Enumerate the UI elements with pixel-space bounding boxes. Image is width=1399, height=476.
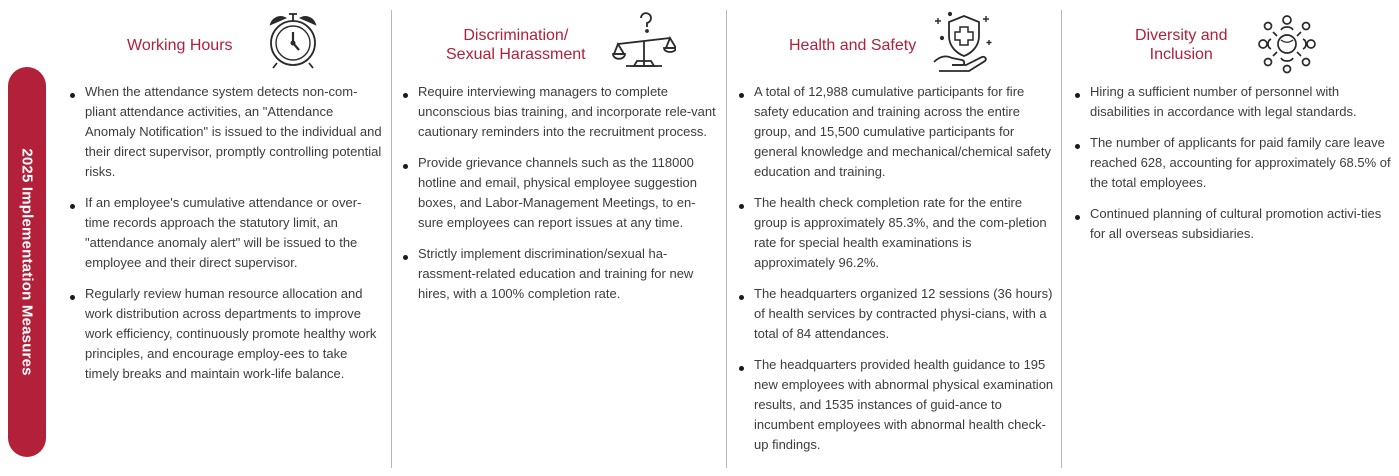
column-discrimination bbox=[399, 0, 719, 476]
column-diversity-inclusion bbox=[1071, 0, 1391, 476]
list-item: Require interviewing managers to complete unconscious bias training, and incorporate rele-vant cautionary reminders into the recruitment process. bbox=[399, 82, 719, 142]
scales-question-icon bbox=[612, 10, 676, 72]
measure-list bbox=[735, 82, 1055, 466]
list-item: Regularly review human resource allocation and work distribution across departments to improve work efficiency, continuously promote healthy work principles, and encourage employ-ees to take timely breaks and maintain work-life balance. bbox=[66, 284, 383, 384]
sidebar-label: 2025 Implementation Measures bbox=[18, 148, 36, 376]
measure-list bbox=[66, 82, 383, 395]
column-title-line: Working Hours bbox=[127, 37, 233, 54]
column-title-line: Sexual Harassment bbox=[446, 46, 586, 63]
list-item: The headquarters organized 12 sessions (36 hours) of health services by contracted physi-cians, with a total of 84 attendances. bbox=[735, 284, 1055, 344]
column-title bbox=[127, 36, 233, 55]
list-item: A total of 12,988 cumulative participants for fire safety education and training across the entire group, and 15,500 cumulative participants for general knowledge and mechanical/chemical safety education and training. bbox=[735, 82, 1055, 182]
column-title-line: Health and Safety bbox=[789, 37, 917, 54]
list-item: Provide grievance channels such as the 118000 hotline and email, physical employee suggestion boxes, and Labor-Management Meetings, to en-sure employees can report issues at any time. bbox=[399, 153, 719, 233]
list-item: If an employee's cumulative attendance or over-time records approach the statutory limit, an "attendance anomaly alert" will be issued to the employee and their direct supervisor. bbox=[66, 193, 383, 273]
column-header bbox=[399, 0, 719, 80]
list-item: The number of applicants for paid family care leave reached 628, accounting for approximately 68.5% of the total employees. bbox=[1071, 133, 1391, 193]
column-header bbox=[1071, 0, 1391, 80]
column-header bbox=[735, 0, 1055, 80]
column-title-line: Diversity and bbox=[1135, 27, 1228, 44]
column-title bbox=[1135, 26, 1227, 64]
list-item: The headquarters provided health guidance to 195 new employees with abnormal physical examination results, and 1535 instances of guid-ance to incumbent employees with abnormal health check-up findings. bbox=[735, 355, 1055, 455]
column-title bbox=[446, 26, 586, 64]
measure-list bbox=[1071, 82, 1391, 255]
measure-list bbox=[399, 82, 719, 315]
list-item: The health check completion rate for the entire group is approximately 85.3%, and the com-pletion rate for special health examinations is approximately 96.2%. bbox=[735, 193, 1055, 273]
diverse-people-icon bbox=[1255, 14, 1319, 74]
sidebar-tab bbox=[8, 67, 46, 457]
list-item: Strictly implement discrimination/sexual ha-rassment-related education and training for new hires, with a 100% completion rate. bbox=[399, 244, 719, 304]
list-item: Continued planning of cultural promotion activi-ties for all overseas subsidiaries. bbox=[1071, 204, 1391, 244]
alarm-clock-icon bbox=[261, 10, 325, 70]
list-item: Hiring a sufficient number of personnel with disabilities in accordance with legal standards. bbox=[1071, 82, 1391, 122]
column-title-line: Inclusion bbox=[1149, 46, 1213, 63]
column-divider bbox=[1061, 10, 1062, 468]
column-divider bbox=[726, 10, 727, 468]
column-divider bbox=[391, 10, 392, 468]
column-header bbox=[63, 0, 383, 80]
column-title-line: Discrimination/ bbox=[463, 27, 569, 44]
column-title bbox=[789, 36, 916, 55]
column-working-hours bbox=[63, 0, 383, 476]
column-health-safety bbox=[735, 0, 1055, 476]
shield-medical-hand-icon bbox=[930, 10, 994, 76]
list-item: When the attendance system detects non-com-pliant attendance activities, an "Attendance Anomaly Notification" is issued to the individual and their direct supervisor, promptly controlling potential risks. bbox=[66, 82, 383, 182]
